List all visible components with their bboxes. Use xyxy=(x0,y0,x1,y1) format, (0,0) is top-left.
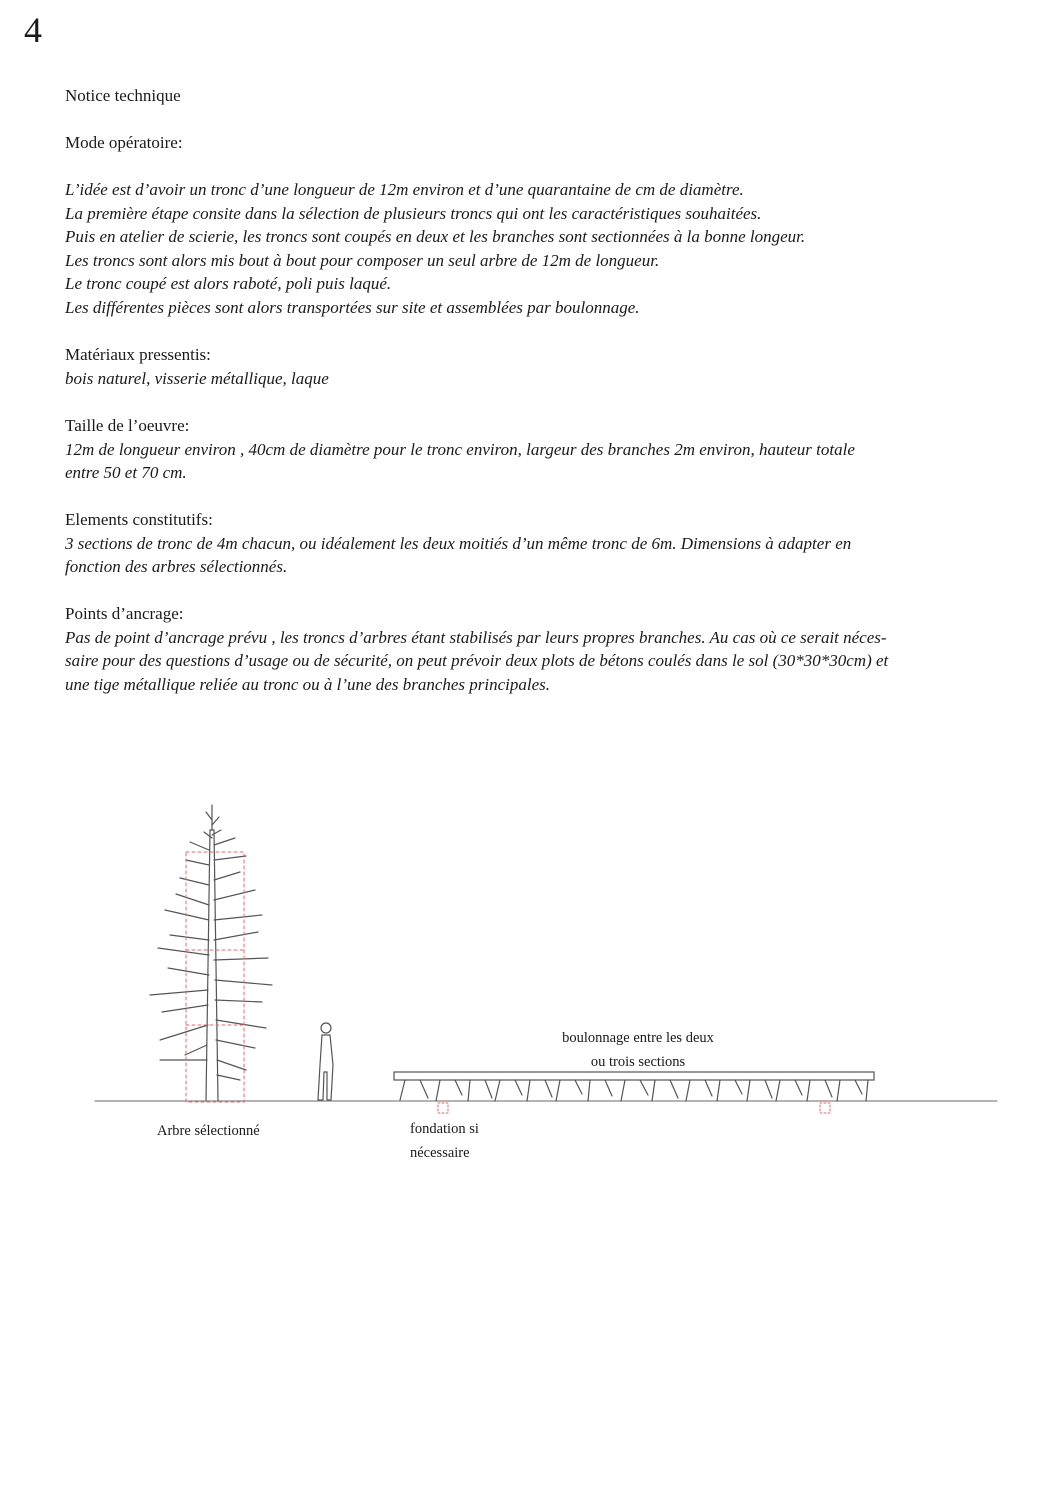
mode-section xyxy=(65,131,1005,319)
mode-line: Les troncs sont alors mis bout à bout pour composer un seul arbre de 12m de longueur. xyxy=(65,250,660,270)
mode-line: La première étape consite dans la sélection de plusieurs troncs qui ont les caractéristiques souhaitées. xyxy=(65,203,762,223)
foundation-label-line: fondation si xyxy=(410,1121,479,1137)
materiaux-section xyxy=(65,343,1005,390)
taille-line: 12m de longueur environ , 40cm de diamètre pour le tronc environ, largeur des branches 2m environ, hauteur totale xyxy=(65,439,855,459)
foundation-label-line: nécessaire xyxy=(410,1145,470,1161)
taille-line: entre 50 et 70 cm. xyxy=(65,463,187,482)
bolting-label-line: ou trois sections xyxy=(590,1054,686,1070)
lying-tree-drawing xyxy=(394,1072,874,1101)
bolting-label-line: boulonnage entre les deux xyxy=(562,1030,714,1046)
mode-line: L’idée est d’avoir un tronc d’une longueur de 12m environ et d’une quarantaine de cm de diamètre. xyxy=(65,180,744,199)
page-number: 4 xyxy=(24,10,42,50)
foundation-markers xyxy=(438,1103,830,1113)
materiaux-label: Matériaux pressentis: xyxy=(65,345,211,364)
mode-line: Le tronc coupé est alors raboté, poli puis laqué. xyxy=(65,274,392,293)
ancrage-line: Pas de point d’ancrage prévu , les troncs d’arbres étant stabilisés par leurs propres branches. Au cas où ce serait néces- xyxy=(65,627,887,647)
ancrage-line: une tige métallique reliée au tronc ou à l’une des branches principales. xyxy=(65,674,551,694)
mode-line: Les différentes pièces sont alors transportées sur site et assemblées par boulonnage. xyxy=(65,297,640,317)
elements-line: 3 sections de tronc de 4m chacun, ou idéalement les deux moitiés d’un même tronc de 6m. Dimensions à adapter en xyxy=(65,533,852,553)
elements-label: Elements constitutifs: xyxy=(65,510,213,529)
ancrage-section xyxy=(65,602,1005,696)
tree-label: Arbre sélectionné xyxy=(157,1123,260,1139)
elements-section xyxy=(65,508,1005,579)
taille-section xyxy=(65,414,1005,485)
heading-text: Notice technique xyxy=(65,86,181,105)
mode-label: Mode opératoire: xyxy=(65,133,183,152)
foundation-label xyxy=(410,1117,479,1165)
taille-label: Taille de l’oeuvre: xyxy=(65,416,190,435)
bolting-label xyxy=(553,1026,723,1074)
ancrage-line: saire pour des questions d’usage ou de sécurité, on peut prévoir deux plots de bétons coulés dans le sol (30*30*30cm) et xyxy=(65,651,889,670)
tree-drawing xyxy=(150,805,272,1101)
ancrage-label: Points d’ancrage: xyxy=(65,604,184,623)
materiaux-text: bois naturel, visserie métallique, laque xyxy=(65,368,329,388)
notice-heading xyxy=(65,84,1005,108)
elements-line: fonction des arbres sélectionnés. xyxy=(65,557,288,576)
mode-line: Puis en atelier de scierie, les troncs sont coupés en deux et les branches sont sectionnées à la bonne longeur. xyxy=(65,227,806,246)
human-figure xyxy=(318,1023,333,1100)
